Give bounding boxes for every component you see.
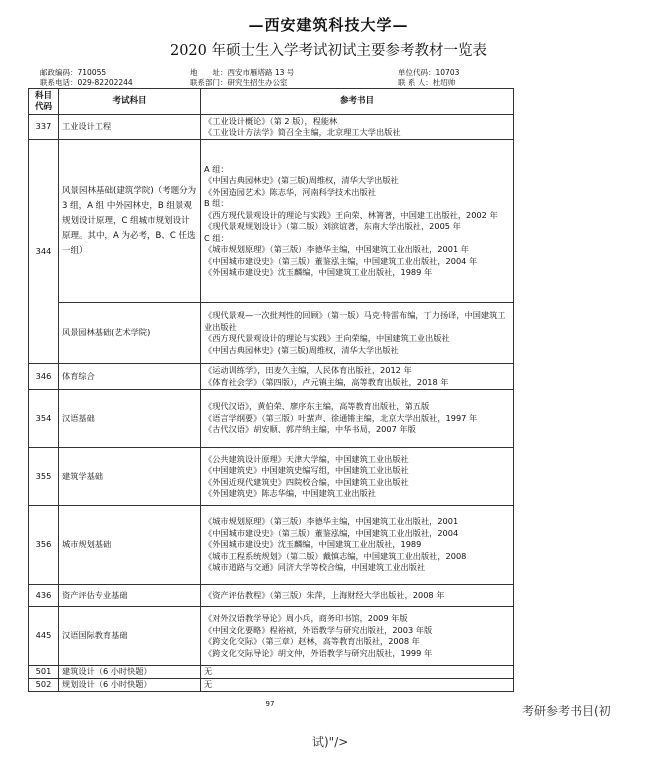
header-code: 科目代码 — [29, 89, 59, 115]
reference-item: 《运动训练学》，田麦久主编，人民体育出版社，2012 年 — [204, 365, 412, 375]
reference-item: 《外国造园艺术》陈志华，河南科学技术出版社 — [204, 186, 376, 197]
reference-item: 无 — [204, 678, 213, 689]
reference-list — [201, 364, 514, 390]
table-row — [29, 585, 514, 607]
reference-item: 无 — [204, 666, 213, 676]
reference-list — [201, 140, 514, 303]
reference-list — [201, 585, 514, 607]
reference-item: 《外国城市建设史》沈玉麟编，中国建筑工业出版社，1989 年 — [204, 267, 433, 277]
table-row — [29, 303, 514, 364]
subject-name: 建筑设计（6 小时快题） — [59, 666, 201, 679]
reference-item: 《跨文化交际》（第三章）赵林，高等教育出版社，2008 年 — [204, 636, 420, 646]
university-name: —西安建筑科技大学— — [248, 16, 409, 34]
reference-list — [201, 506, 514, 585]
subject-code: 501 — [29, 666, 59, 679]
subject-name: 汉语基础 — [59, 390, 201, 448]
table-row — [29, 390, 514, 448]
subject-name: 工业设计工程 — [59, 115, 201, 140]
reference-item: 《外国建筑史》陈志华编，中国建筑工业出版社 — [204, 488, 376, 498]
reference-item: 《城市规划原理》（第三版）李德华主编，中国建筑工业出版社，2001 — [204, 516, 459, 527]
subject-code: 354 — [29, 390, 59, 448]
meta-department: 联系部门：研究生招生办公室 — [190, 78, 288, 87]
subject-name: 规划设计（6 小时快题） — [59, 678, 201, 691]
reference-item: 《工业设计概论》（第 2 版），程能林 — [204, 115, 338, 126]
meta-address: 地 址：西安市雁塔路 13 号 — [190, 68, 295, 77]
reference-list — [201, 390, 514, 448]
reference-item: 《语言学纲要》（第三版）叶蜚声、徐通锵主编，北京大学出版社，1997 年 — [204, 412, 478, 423]
subject-name: 建筑学基础 — [59, 448, 201, 506]
table-row — [29, 140, 514, 303]
subject-name: 风景园林基础(建筑学院)（考题分为 3 组，A 组 中外园林史，B 组景观规划设计原理，C 组城市规划设计原理。其中，A 为必考，B、C 任选一组） — [59, 140, 201, 303]
table-row — [29, 607, 514, 666]
subject-code: 337 — [29, 115, 59, 140]
reference-item: 《城市规划原理》（第三版）李德华主编，中国建筑工业出版社，2001 年 — [204, 244, 469, 254]
table-row — [29, 448, 514, 506]
reference-item: 《城市工程系统规划》（第二版）戴慎志编，中国建筑工业出版社，2008 — [204, 550, 467, 561]
reference-table — [28, 88, 514, 692]
subject-code: 346 — [29, 364, 59, 390]
reference-item: 《外国城市建设史》沈玉麟编，中国建筑工业出版社，1989 — [204, 539, 422, 550]
table-body — [29, 115, 514, 692]
table-row — [29, 115, 514, 140]
reference-list — [201, 666, 514, 679]
reference-item: 《中国古典园林史》(第三版)周维权，清华大学出版社 — [204, 344, 399, 355]
header-refs: 参考书目 — [201, 89, 514, 115]
meta-contact: 联 系 人：杜绍帅 — [398, 78, 456, 87]
reference-item: 《西方现代景观设计的理论与实践》王向荣编，中国建筑工业出版社 — [204, 333, 450, 343]
reference-item: 《体育社会学》（第四版），卢元镇主编，高等教育出版社，2018 年 — [204, 376, 449, 387]
subject-code: 436 — [29, 585, 59, 607]
table-row — [29, 678, 514, 691]
reference-item: 《中国建筑史》中国建筑史编写组，中国建筑工业出版社 — [204, 465, 409, 475]
subject-name: 资产评估专业基础 — [59, 585, 201, 607]
reference-item: 《公共建筑设计原理》天津大学编，中国建筑工业出版社 — [204, 453, 409, 464]
image-alt-text-line-2: 试)"/> — [312, 735, 349, 749]
document-title: 2020 年硕士生入学考试初试主要参考教材一览表 — [169, 43, 487, 59]
subject-code: 445 — [29, 607, 59, 666]
table-row — [29, 364, 514, 390]
reference-item: 《古代汉语》胡安顺、郭芹纳主编，中华书局，2007 年版 — [204, 424, 416, 435]
subject-code: 502 — [29, 678, 59, 691]
reference-item: B 组： — [204, 198, 229, 208]
reference-item: 《现代汉语》，黄伯荣、廖序东主编，高等教育出版社，第五版 — [204, 401, 430, 412]
reference-item: 《中国城市建设史》（第三版）董鉴泓编，中国建筑工业出版社，2004 — [204, 527, 459, 538]
reference-list — [201, 448, 514, 506]
reference-item: 《中国城市建设史》（第三版）董鉴泓主编，中国建筑工业出版社，2004 年 — [204, 255, 478, 266]
meta-unit-code: 单位代码：10703 — [398, 68, 460, 77]
reference-item: C 组： — [204, 232, 229, 243]
table-row — [29, 506, 514, 585]
page-number: 97 — [265, 700, 275, 708]
reference-item: 《现代景观规划设计》（第二版）刘滨谊著，东南大学出版社，2005 年 — [204, 221, 461, 231]
meta-postcode: 邮政编码：710055 — [40, 68, 107, 77]
subject-code: 356 — [29, 506, 59, 585]
subject-name: 体育综合 — [59, 364, 201, 390]
reference-item: 《工业设计方法学》简召全主编，北京理工大学出版社 — [204, 127, 401, 137]
reference-item: 《外国近现代建筑史》四院校合编，中国建筑工业出版社 — [204, 476, 409, 487]
meta-phone: 联系电话：029-82202244 — [40, 78, 133, 87]
reference-item: A 组： — [204, 163, 229, 174]
reference-list — [201, 303, 514, 364]
subject-name: 城市规划基础 — [59, 506, 201, 585]
header-subject: 考试科目 — [59, 89, 201, 115]
reference-item: 《西方现代景观设计的理论与实践》王向荣、林箐著，中国建工出版社，2002 年 — [204, 209, 498, 220]
table-header-row — [29, 89, 514, 115]
reference-item: 《跨文化交际导论》胡文仲，外语教学与研究出版社，1999 年 — [204, 647, 433, 658]
reference-item: 《对外汉语教学导论》周小兵，商务印书馆，2009 年版 — [204, 613, 408, 623]
subject-code: 355 — [29, 448, 59, 506]
subject-name: 汉语国际教育基础 — [59, 607, 201, 666]
reference-list — [201, 678, 514, 691]
reference-list — [201, 115, 514, 140]
reference-item: 《中国古典园林史》(第三版)周维权，清华大学出版社 — [204, 175, 399, 185]
reference-item: 《资产评估教程》（第三版）朱萍，上海财经大学出版社，2008 年 — [204, 589, 445, 600]
reference-item: 《城市道路与交通》同济大学等校合编，中国建筑工业出版社 — [204, 562, 426, 573]
subject-name: 风景园林基础(艺术学院) — [59, 303, 201, 364]
image-alt-text-line-1: 考研参考书目(初 — [522, 704, 611, 718]
table-row — [29, 666, 514, 679]
subject-code: 344 — [29, 140, 59, 364]
reference-item: 《现代景观—一次批判性的回顾》（第一版）马克·特雷布编，丁力扬译，中国建筑工业出版社 — [204, 310, 506, 332]
reference-list — [201, 607, 514, 666]
reference-item: 《中国文化要略》程裕祯，外语教学与研究出版社，2003 年版 — [204, 624, 433, 635]
